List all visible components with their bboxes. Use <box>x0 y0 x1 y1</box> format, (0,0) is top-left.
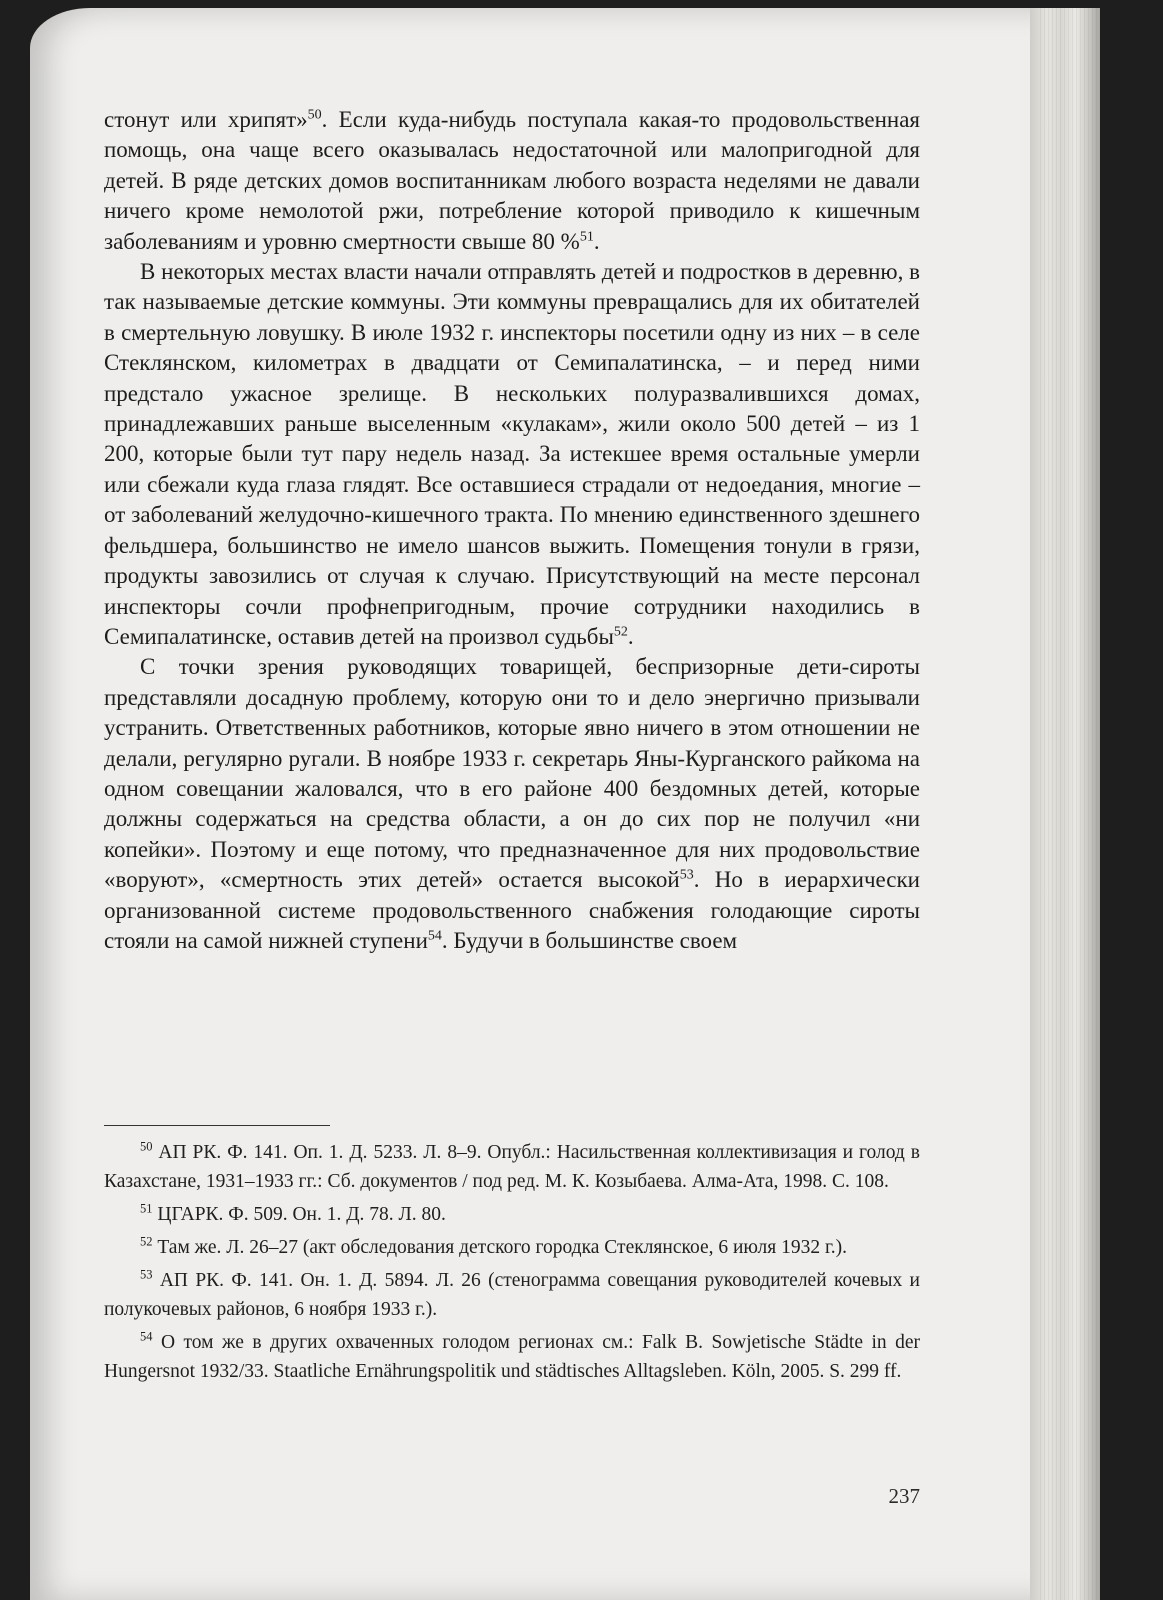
page-stack-lines <box>1040 8 1100 1600</box>
footnote-number: 50 <box>140 1139 153 1154</box>
footnote-ref-54[interactable]: 54 <box>427 928 442 944</box>
text-run: . <box>627 623 634 649</box>
text-run: В некоторых местах власти начали отправлять детей и подростков в деревню, в так называемые детские коммуны. Эти коммуны превращались для их обитателей в смертельную ловушку. В июле 1932 г. инспекторы посетили одну из них – в селе Стеклянском, километрах в двадцати от Семипалатинска, – и перед ними предстало ужасное зрелище. В нескольких полуразвалившихся домах, принадлежавших раньше выселенным «кулакам», жили около 500 детей – из 1 200, которые были тут пару недель назад. За истекшее время остальные умерли или сбежали куда глаза глядят. Все оставшиеся страдали от недоедания, многие – от заболеваний желудочно-кишечного тракта. По мнению единственного здешнего фельдшера, большинство не имело шансов выжить. Помещения тонули в грязи, продукты завозились от случая к случаю. Присутствующий на месте персонал инспекторы сочли профнепригодным, прочие сотрудники находились в Семипалатинске, оставив детей на произвол судьбы <box>104 259 920 649</box>
footnote-ref-51[interactable]: 51 <box>579 228 594 244</box>
text-run: . Будучи в большинстве своем <box>441 927 738 953</box>
footnote-number: 51 <box>140 1201 153 1216</box>
paragraph-1 <box>104 105 920 257</box>
text-run: . <box>593 228 600 254</box>
text-run: . Но в иерархически организованной системе продовольственного снабжения голодающие сироты стояли на самой нижней ступени <box>104 867 920 953</box>
footnote-ref-52[interactable]: 52 <box>613 624 628 640</box>
footnote-text: АП РК. Ф. 141. Он. 1. Д. 5894. Л. 26 (стенограмма совещания руководителей кочевых и полукочевых районов, 6 ноября 1933 г.). <box>104 1270 920 1320</box>
footnote-number: 52 <box>140 1234 153 1249</box>
footnote-54 <box>104 1328 920 1386</box>
footnote-text: О том же в других охваченных голодом регионах см.: Falk B. Sowjetische Städte in der Hungersnot 1932/33. Staatliche Ernährungspolitik und städtisches Alltagsleben. Köln, 2005. S. 299 ff. <box>104 1332 920 1382</box>
footnote-52 <box>104 1233 920 1262</box>
text-run: С точки зрения руководящих товарищей, беспризорные дети-сироты представляли досадную проблему, которую они то и дело энергично призывали устранить. Ответственных работников, которые явно ничего в этом отношении не делали, регулярно ругали. В ноябре 1933 г. секретарь Яны-Курганского райкома на одном совещании жаловался, что в его районе 400 бездомных детей, которые должны содержаться на средства области, а он до сих пор не получил «ни копейки». Поэтому и еще потому, что предназначенное для них продовольствие «воруют», «смертность этих детей» остается высокой <box>104 654 920 893</box>
main-text <box>104 105 920 956</box>
page-number: 237 <box>888 1484 920 1508</box>
paragraph-2 <box>104 257 920 652</box>
footnote-53 <box>104 1266 920 1324</box>
footnote-text: Там же. Л. 26–27 (акт обследования детского городка Стеклянское, 6 июля 1932 г.). <box>152 1237 847 1258</box>
footnote-ref-53[interactable]: 53 <box>679 867 694 883</box>
footnote-ref-50[interactable]: 50 <box>307 107 322 123</box>
footnote-number: 53 <box>140 1267 153 1282</box>
footnote-51 <box>104 1200 920 1229</box>
footnote-text: АП РК. Ф. 141. Оп. 1. Д. 5233. Л. 8–9. Опубл.: Насильственная коллективизация и голод в Казахстане, 1931–1933 гг.: Сб. документов / под ред. М. К. Козыбаева. Алма-Ата, 1998. С. 108. <box>104 1142 920 1192</box>
footnote-text: ЦГАРК. Ф. 509. Он. 1. Д. 78. Л. 80. <box>152 1204 446 1225</box>
paragraph-3 <box>104 652 920 956</box>
footnote-50 <box>104 1138 920 1196</box>
text-run: стонут или хрипят» <box>104 107 308 132</box>
footnotes <box>104 1138 920 1390</box>
footnote-divider <box>104 1125 330 1126</box>
footnote-number: 54 <box>140 1329 153 1344</box>
text-run: . Если куда-нибудь поступала какая-то продовольственная помощь, она чаще всего оказывалась недостаточной или малопригодной для детей. В ряде детских домов воспитанникам любого возраста неделями не давали ничего кроме немолотой ржи, потребление которой приводило к кишечным заболеваниям и уровню смертности свыше 80 % <box>104 107 920 254</box>
